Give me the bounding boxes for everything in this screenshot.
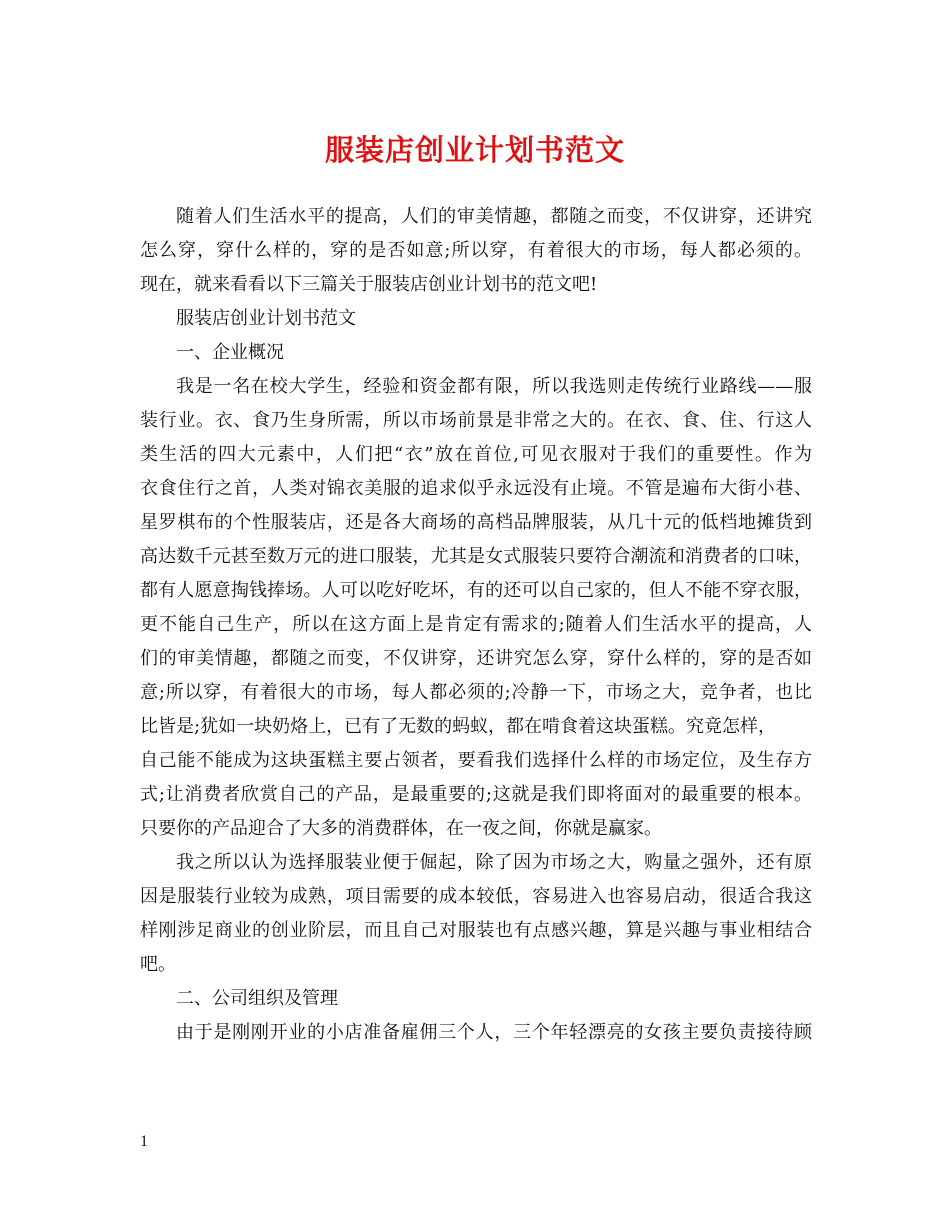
- paragraph-overview-line-1: 我是一名在校大学生，经验和资金都有限，所以我选则走传统行业路线——服: [176, 376, 812, 397]
- document-title: 服装店创业计划书范文: [324, 133, 625, 167]
- document-body: [140, 200, 812, 1050]
- paragraph-overview-line-13: 式;让消费者欣赏自己的产品，是最重要的;这就是我们即将面对的最重要的根本。: [140, 784, 812, 805]
- paragraph-overview-line-12: 自己能不能成为这块蛋糕主要占领者，要看我们选择什么样的市场定位，及生存方: [140, 750, 812, 771]
- paragraph-intro-line-1: 随着人们生活水平的提高，人们的审美情趣，都随之而变，不仅讲穿，还讲究: [176, 206, 812, 227]
- paragraph-overview-line-4: 衣食住行之首，人类对锦衣美服的追求似乎永远没有止境。不管是遍布大街小巷、: [140, 478, 812, 499]
- paragraph-intro-line-2: 怎么穿，穿什么样的，穿的是否如意;所以穿，有着很大的市场，每人都必须的。: [140, 240, 812, 261]
- paragraph-overview-line-3: 类生活的四大元素中，人们把“衣”放在首位,可见衣服对于我们的重要性。作为: [140, 444, 812, 465]
- paragraph-overview-line-11: 比皆是;犹如一块奶烙上，已有了无数的蚂蚁，都在啃食着这块蛋糕。究竟怎样，: [140, 716, 777, 737]
- paragraph-reason-line-3: 样刚涉足商业的创业阶层，而且自己对服装也有点感兴趣，算是兴趣与事业相结合: [140, 920, 812, 941]
- page-number: 1: [140, 1133, 148, 1150]
- paragraph-reason-line-4: 吧。: [140, 954, 176, 975]
- section-heading-organization: 二、公司组织及管理: [176, 988, 338, 1009]
- paragraph-organization-line-1: 由于是刚刚开业的小店准备雇佣三个人，三个年轻漂亮的女孩主要负责接待顾: [176, 1022, 812, 1043]
- paragraph-overview-line-2: 装行业。衣、食乃生身所需，所以市场前景是非常之大的。在衣、食、住、行这人: [140, 410, 812, 431]
- paragraph-overview-line-6: 高达数千元甚至数万元的进口服装，尤其是女式服装只要符合潮流和消费者的口味，: [140, 546, 812, 567]
- paragraph-overview-line-10: 意;所以穿，有着很大的市场，每人都必须的;冷静一下，市场之大，竞争者，也比: [140, 682, 812, 703]
- paragraph-intro-line-3: 现在，就来看看以下三篇关于服装店创业计划书的范文吧!: [140, 274, 598, 295]
- section-heading-sample: 服装店创业计划书范文: [176, 308, 356, 329]
- paragraph-overview-line-7: 都有人愿意掏钱捧场。人可以吃好吃坏，有的还可以自己家的，但人不能不穿衣服，: [140, 580, 812, 601]
- paragraph-reason-line-1: 我之所以认为选择服装业便于倔起，除了因为市场之大，购量之强外，还有原: [176, 852, 812, 873]
- section-heading-overview: 一、企业概况: [176, 342, 284, 363]
- paragraph-overview-line-8: 更不能自己生产，所以在这方面上是肯定有需求的;随着人们生活水平的提高，人: [140, 614, 812, 635]
- paragraph-overview-line-14: 只要你的产品迎合了大多的消费群体，在一夜之间，你就是赢家。: [140, 818, 662, 839]
- paragraph-overview-line-9: 们的审美情趣，都随之而变，不仅讲穿，还讲究怎么穿，穿什么样的，穿的是否如: [140, 648, 812, 669]
- paragraph-overview-line-5: 星罗棋布的个性服装店，还是各大商场的高档品牌服装，从几十元的低档地摊货到: [140, 512, 812, 533]
- paragraph-reason-line-2: 因是服装行业较为成熟，项目需要的成本较低，容易进入也容易启动，很适合我这: [140, 886, 812, 907]
